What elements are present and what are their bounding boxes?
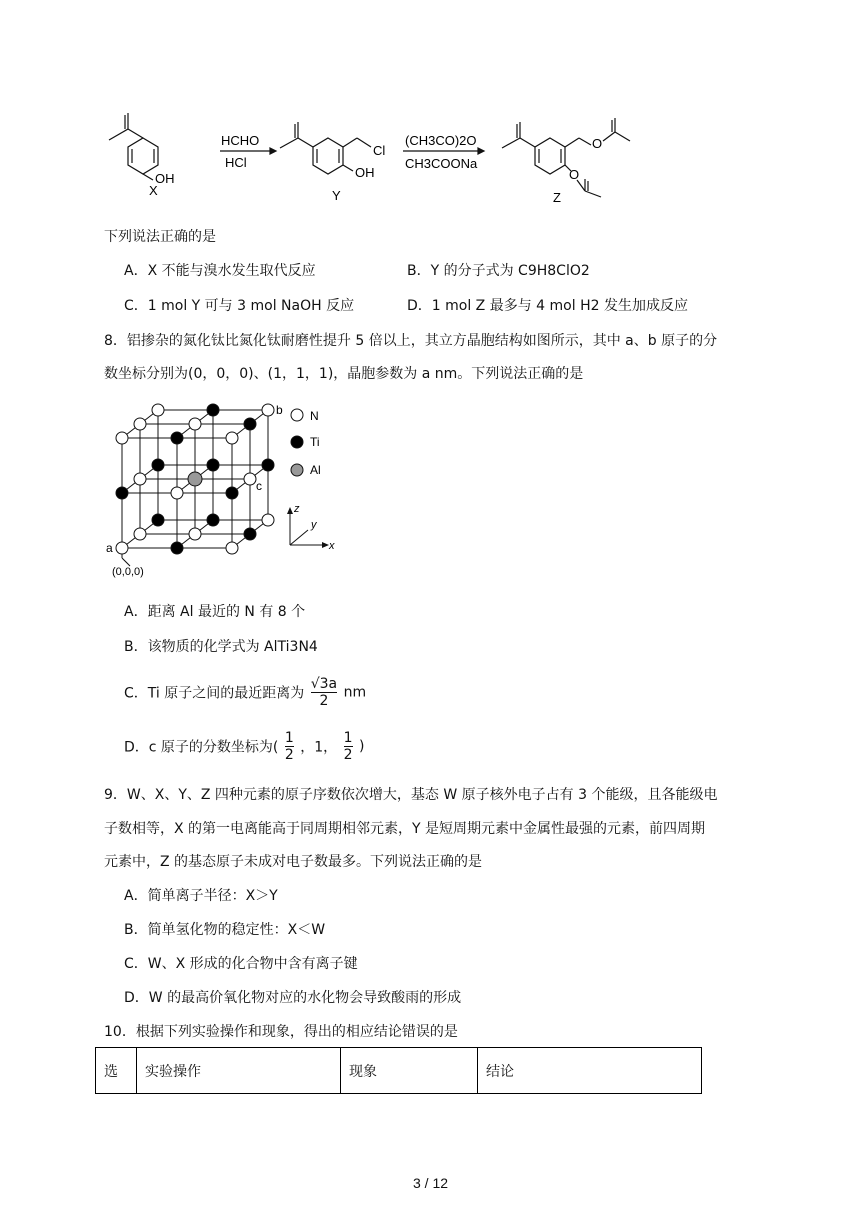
reaction-scheme [95,105,735,215]
label-y: Y [332,188,341,203]
legend-ti-label: Ti [310,435,320,449]
page-number: 3 / 12 [413,1175,449,1191]
q7-option-b: B．Y 的分子式为 C9H8ClO2 [407,263,590,279]
crystal-cell-diagram [100,400,360,580]
q8-option-d-fraction-2 [344,730,353,763]
q8-option-d-mid: ，1， [300,739,338,756]
q9-option-b: B．简单氢化物的稳定性：X＜W [124,922,326,938]
o-label-z2: O [569,167,580,182]
axis-x-label: x [329,540,335,552]
q8-option-d-fraction-1 [285,730,294,763]
q8-option-c-numerator: √3a [310,676,338,692]
cl-label: Cl [373,143,386,158]
axis-z-label: z [294,503,300,515]
header-cell-conclusion: 结论 [478,1048,702,1094]
q8-option-c [124,676,366,709]
q8-option-d-numerator-2: 1 [343,730,353,746]
q9-option-d: D．W 的最高价氧化物对应的水化物会导致酸雨的形成 [124,990,462,1006]
q7-option-a: A．X 不能与溴水发生取代反应 [124,263,316,279]
header-cell-operation: 实验操作 [137,1048,341,1094]
q9-option-a: A．简单离子半径：X＞Y [124,888,278,904]
q9-stem-line1: 9．W、X、Y、Z 四种元素的原子序数依次增大，基态 W 原子核外电子占有 3 个能级，且各能级电 [104,787,718,803]
oh-label-y: OH [355,165,375,180]
q8-option-d-end: ) [358,738,365,755]
q8-option-c-unit: nm [343,684,367,701]
q8-option-c-denominator: 2 [311,692,337,709]
atom-c-label: c [256,479,262,493]
q10-stem: 10．根据下列实验操作和现象，得出的相应结论错误的是 [104,1024,458,1040]
q8-option-b: B．该物质的化学式为 AlTi3N4 [124,639,318,655]
label-x: X [149,183,158,198]
q8-option-c-text: C．Ti 原子之间的最近距离为 [124,685,305,702]
q9-option-c: C．W、X 形成的化合物中含有离子键 [124,956,358,972]
q8-option-d-denominator-2: 2 [343,747,353,763]
experiment-table [95,1047,702,1094]
reagent-hcho: HCHO [221,133,260,148]
q7-option-c: C．1 mol Y 可与 3 mol NaOH 反应 [124,298,355,314]
q8-option-d [124,730,364,763]
q9-stem-line2: 子数相等，X 的第一电离能高于同周期相邻元素，Y 是短周期元素中金属性最强的元素，前四周期 [104,821,706,837]
reagent-acetic-anhydride: (CH3CO)2O [405,133,477,148]
header-cell-phenomenon: 现象 [341,1048,478,1094]
header-cell-option: 选 [96,1048,137,1094]
legend-n-label: N [310,409,319,423]
atom-a-label: a [106,541,113,555]
table-header-row [96,1048,702,1094]
atom-b-label: b [276,403,283,417]
label-z: Z [553,190,561,205]
q8-option-a: A．距离 Al 最近的 N 有 8 个 [124,604,306,620]
q8-option-d-text: D．c 原子的分数坐标为( [124,739,279,756]
oh-label-x: OH [155,171,175,186]
q8-stem-line2: 数坐标分别为(0，0，0)、(1，1，1)，晶胞参数为 a nm。下列说法正确的是 [104,366,584,382]
reagent-sodium-acetate: CH3COONa [405,156,478,171]
reagent-hcl: HCl [225,155,247,170]
q9-stem-line3: 元素中，Z 的基态原子未成对电子数最多。下列说法正确的是 [104,854,483,870]
axis-y-label: y [311,519,317,531]
q8-option-d-denominator-1: 2 [284,747,294,763]
origin-label: (0,0,0) [112,566,144,578]
o-label-z1: O [592,136,603,151]
q7-option-d: D．1 mol Z 最多与 4 mol H2 发生加成反应 [407,298,688,314]
q8-option-d-numerator-1: 1 [284,730,294,746]
q7-stem: 下列说法正确的是 [104,229,216,245]
q8-stem-line1: 8．铝掺杂的氮化钛比氮化钛耐磨性提升 5 倍以上，其立方晶胞结构如图所示，其中 a、b 原子的分 [104,333,718,349]
legend-al-label: Al [310,463,321,477]
q8-option-c-fraction [311,676,337,709]
